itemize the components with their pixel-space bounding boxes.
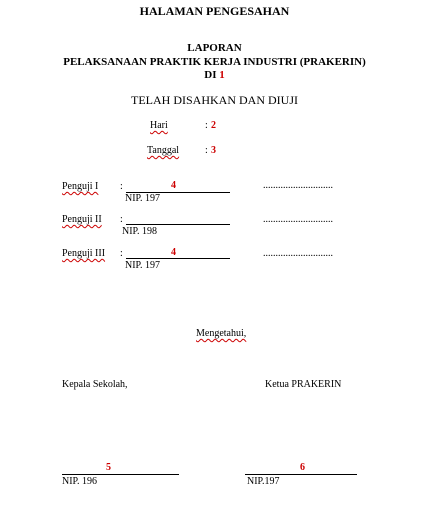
examiner-2-signature-line xyxy=(126,224,230,225)
hari-label: Hari xyxy=(150,120,168,131)
examiner-1-label: Penguji I xyxy=(62,181,99,192)
principal-title: Kepala Sekolah, xyxy=(62,379,128,390)
examiner-3-label: Penguji III xyxy=(62,248,106,259)
examiner-3-value: 4 xyxy=(171,247,176,258)
hari-value: 2 xyxy=(211,120,216,131)
examiner-3-signature-line xyxy=(126,258,230,259)
di-label: DI xyxy=(204,69,217,81)
report-label: LAPORAN xyxy=(187,42,242,54)
examiner-1-colon: : xyxy=(120,181,123,192)
di-line xyxy=(0,69,429,81)
examiner-3-dots: ............................ xyxy=(263,248,333,259)
chair-nip: NIP.197 xyxy=(247,476,280,487)
tanggal-value: 3 xyxy=(211,145,216,156)
principal-nip: NIP. 196 xyxy=(62,476,98,487)
examiner-1-value: 4 xyxy=(171,180,176,191)
acknowledged-label: Mengetahui, xyxy=(196,328,247,339)
hari-colon: : xyxy=(205,120,208,131)
examiner-1-dots: ............................ xyxy=(263,180,333,191)
approval-statement: TELAH DISAHKAN DAN DIUJI xyxy=(131,93,298,107)
examiner-3-colon: : xyxy=(120,248,123,259)
report-subtitle: PELAKSANAAN PRAKTIK KERJA INDUSTRI (PRAKERIN) xyxy=(63,56,366,68)
tanggal-label: Tanggal xyxy=(147,145,180,156)
tanggal-colon: : xyxy=(205,145,208,156)
principal-signature-line xyxy=(62,474,179,475)
chair-signature-line xyxy=(245,474,357,475)
examiner-2-colon: : xyxy=(120,214,123,225)
examiner-2-nip: NIP. 198 xyxy=(122,226,158,237)
chair-value: 6 xyxy=(300,462,305,473)
page-title: HALAMAN PENGESAHAN xyxy=(139,4,290,18)
examiner-1-nip: NIP. 197 xyxy=(125,193,161,204)
examiner-3-nip: NIP. 197 xyxy=(125,260,161,271)
principal-value: 5 xyxy=(106,462,111,473)
chair-title: Ketua PRAKERIN xyxy=(265,379,342,390)
di-value: 1 xyxy=(219,69,225,81)
examiner-2-dots: ............................ xyxy=(263,214,333,225)
examiner-2-label: Penguji II xyxy=(62,214,102,225)
